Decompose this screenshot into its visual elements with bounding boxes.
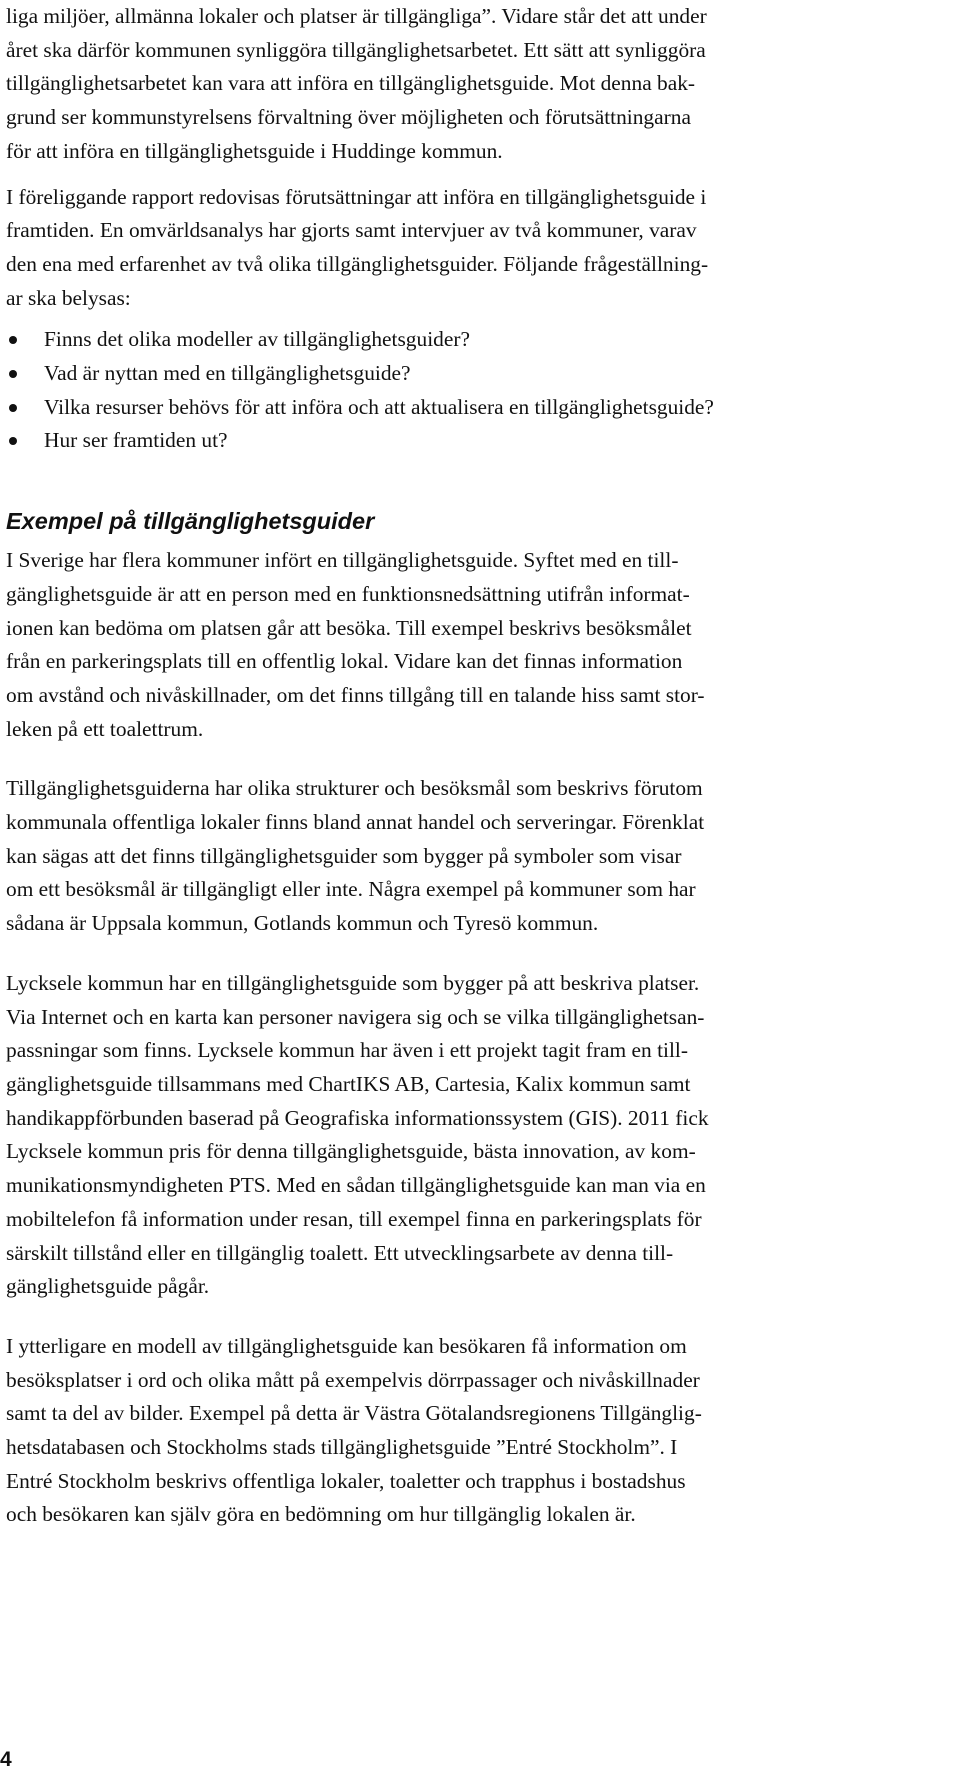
text-line: gänglighetsguide är att en person med en funktionsnedsättning utifrån informat-: [6, 581, 690, 606]
text-line: I Sverige har flera kommuner infört en tillgänglighetsguide. Syftet med en till-: [6, 548, 679, 573]
section-paragraph: [6, 1330, 944, 1532]
list-item-text: Vilka resurser behövs för att införa och att aktualisera en tillgänglighetsguide?: [44, 394, 714, 419]
list-item-text: Vad är nyttan med en tillgänglighetsguide?: [44, 361, 411, 386]
text-line: munikationsmyndigheten PTS. Med en sådan tillgänglighetsguide kan man via en: [6, 1173, 706, 1198]
bullet-icon: [9, 370, 17, 378]
text-line: gänglighetsguide tillsammans med ChartIKS AB, Cartesia, Kalix kommun samt: [6, 1071, 691, 1096]
document-page: [6, 0, 944, 1558]
text-line: besöksplatser i ord och olika mått på exempelvis dörrpassager och nivåskillnader: [6, 1367, 700, 1392]
list-item: [6, 323, 944, 357]
text-line: om avstånd och nivåskillnader, om det finns tillgång till en talande hiss samt stor-: [6, 682, 705, 707]
list-item: [6, 391, 944, 425]
text-line: ionen kan bedöma om platsen går att besöka. Till exempel beskrivs besöksmålet: [6, 615, 692, 640]
bullet-icon: [9, 404, 17, 412]
text-line: och besökaren kan själv göra en bedömning om hur tillgänglig lokalen är.: [6, 1502, 636, 1527]
text-line: Entré Stockholm beskrivs offentliga lokaler, toaletter och trapphus i bostadshus: [6, 1468, 686, 1493]
text-line: ar ska belysas:: [6, 285, 131, 310]
text-line: gänglighetsguide pågår.: [6, 1274, 210, 1299]
text-line: den ena med erfarenhet av två olika tillgänglighetsguider. Följande frågeställning-: [6, 251, 709, 276]
text-line: mobiltelefon få information under resan, till exempel finna en parkeringsplats för: [6, 1206, 702, 1231]
text-line: särskilt tillstånd eller en tillgänglig toalett. Ett utvecklingsarbete av denna till-: [6, 1240, 674, 1265]
report-paragraph: [6, 181, 944, 316]
list-item: [6, 424, 944, 458]
text-line: Lycksele kommun pris för denna tillgänglighetsguide, bästa innovation, av kom-: [6, 1139, 696, 1164]
text-line: från en parkeringsplats till en offentlig lokal. Vidare kan det finnas information: [6, 649, 683, 674]
section-paragraph: [6, 967, 944, 1304]
text-line: I ytterligare en modell av tillgänglighetsguide kan besökaren få information om: [6, 1333, 687, 1358]
text-line: tillgänglighetsarbetet kan vara att införa en tillgänglighetsguide. Mot denna bak-: [6, 71, 696, 96]
list-item-text: Finns det olika modeller av tillgänglighetsguider?: [44, 327, 470, 352]
text-line: Via Internet och en karta kan personer navigera sig och se vilka tillgänglighetsan-: [6, 1004, 705, 1029]
text-line: handikappförbunden baserad på Geografiska informationssystem (GIS). 2011 fick: [6, 1105, 709, 1130]
section-heading: Exempel på tillgänglighetsguider: [6, 508, 375, 535]
list-item: [6, 357, 944, 391]
text-line: hetsdatabasen och Stockholms stads tillgänglighetsguide ”Entré Stockholm”. I: [6, 1435, 678, 1460]
text-line: sådana är Uppsala kommun, Gotlands kommun och Tyresö kommun.: [6, 911, 599, 936]
text-line: om ett besöksmål är tillgängligt eller inte. Några exempel på kommuner som har: [6, 877, 696, 902]
bullet-icon: [9, 437, 17, 445]
text-line: Lycksele kommun har en tillgänglighetsguide som bygger på att beskriva platser.: [6, 970, 700, 995]
text-line: Tillgänglighetsguiderna har olika strukturer och besöksmål som beskrivs förutom: [6, 776, 703, 801]
text-line: grund ser kommunstyrelsens förvaltning över möjligheten och förutsättningarna: [6, 105, 691, 130]
text-line: liga miljöer, allmänna lokaler och platser är tillgängliga”. Vidare står det att under: [6, 4, 707, 28]
text-line: passningar som finns. Lycksele kommun har även i ett projekt tagit fram en till-: [6, 1038, 688, 1063]
text-line: för att införa en tillgänglighetsguide i Huddinge kommun.: [6, 138, 503, 163]
text-line: året ska därför kommunen synliggöra tillgänglighetsarbetet. Ett sätt att synliggöra: [6, 37, 706, 62]
text-line: I föreliggande rapport redovisas förutsättningar att införa en tillgänglighetsguide i: [6, 184, 707, 209]
section-paragraph: [6, 772, 944, 941]
text-line: framtiden. En omvärldsanalys har gjorts samt intervjuer av två kommuner, varav: [6, 218, 697, 243]
page-number: 4: [0, 1748, 12, 1771]
questions-list: [6, 323, 944, 458]
text-line: leken på ett toalettrum.: [6, 716, 204, 741]
text-line: kan sägas att det finns tillgänglighetsguider som bygger på symboler som visar: [6, 843, 682, 868]
section-paragraph: [6, 544, 944, 746]
text-line: kommunala offentliga lokaler finns bland annat handel och serveringar. Förenklat: [6, 810, 705, 835]
list-item-text: Hur ser framtiden ut?: [44, 428, 228, 453]
text-line: samt ta del av bilder. Exempel på detta är Västra Götalandsregionens Tillgänglig-: [6, 1401, 702, 1426]
intro-paragraph: [6, 0, 944, 169]
bullet-icon: [9, 336, 17, 344]
